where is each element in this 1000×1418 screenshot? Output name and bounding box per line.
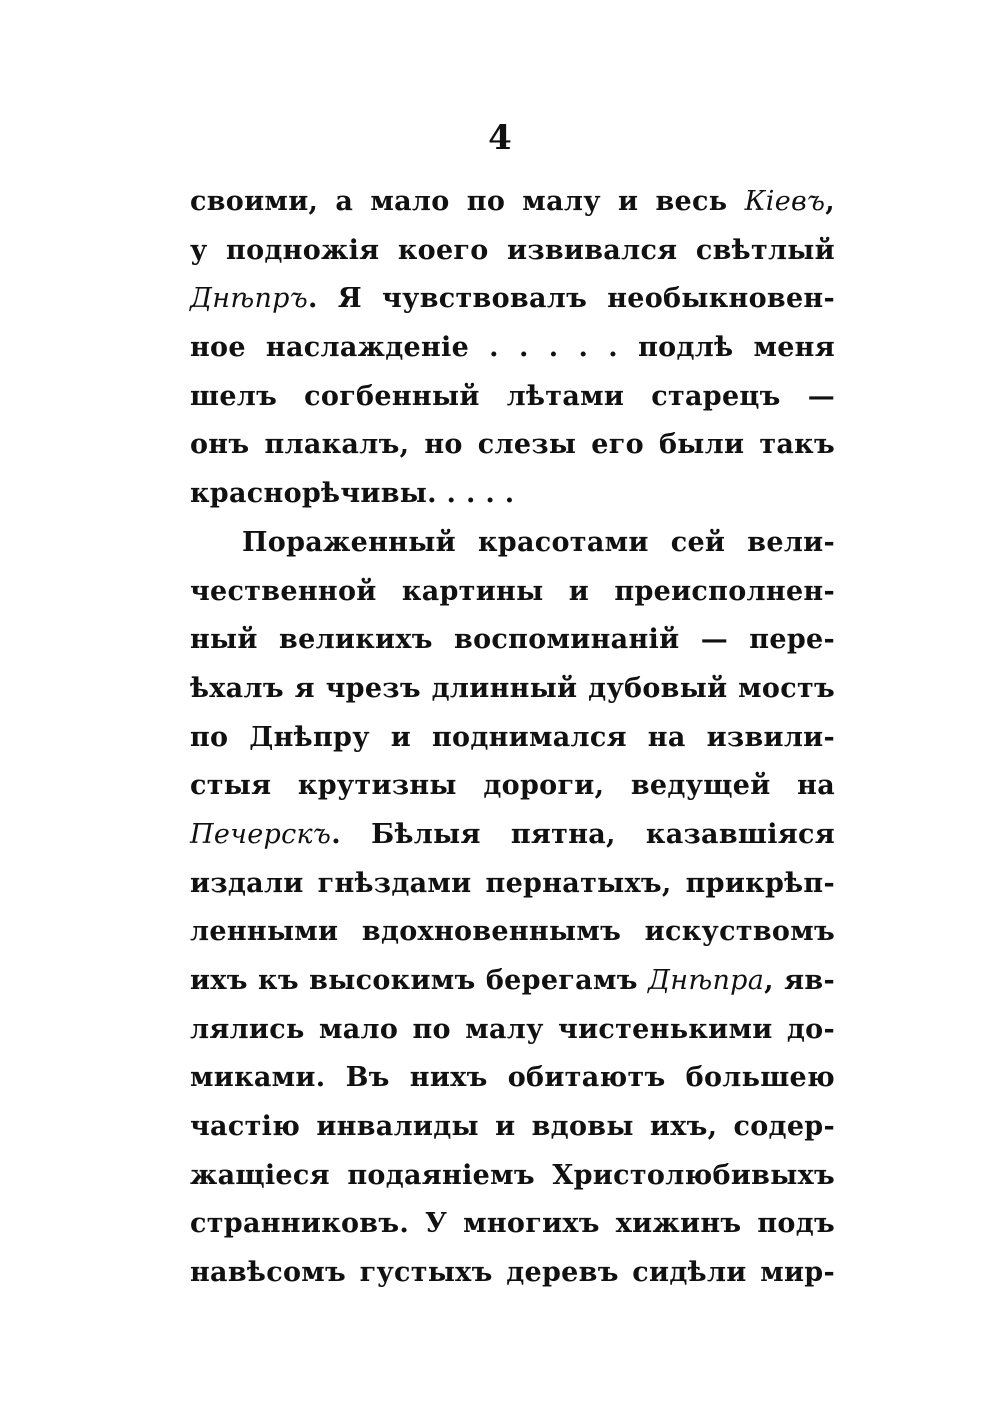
text-segment: стыя крутизны дороги, ведущей на — [190, 770, 835, 802]
text-line — [190, 324, 835, 373]
text-line — [190, 1103, 835, 1152]
text-line — [190, 860, 835, 909]
text-segment: ленными вдохновеннымъ искуствомъ — [190, 916, 835, 948]
text-line — [190, 519, 835, 568]
text-line — [190, 1200, 835, 1249]
text-segment: навѣсомъ густыхъ деревъ сидѣли мир- — [190, 1257, 835, 1289]
text-segment: ихъ къ высокимъ берегамъ — [190, 965, 649, 996]
text-line — [190, 421, 835, 470]
text-line — [190, 1152, 835, 1201]
text-segment: чественной картины и преисполнен- — [190, 575, 835, 607]
text-segment: шелъ согбенный лѣтами старецъ — — [190, 380, 835, 412]
italic-proper-noun: Печерскъ — [190, 818, 332, 850]
text-line — [190, 1006, 835, 1055]
text-line — [190, 811, 835, 860]
text-segment: . Бѣлыя пятна, казавшіяся — [331, 818, 835, 850]
text-segment: жащіеся подаяніемъ Христолюбивыхъ — [190, 1159, 835, 1191]
text-segment: частію инвалиды и вдовы ихъ, содер- — [190, 1111, 835, 1143]
text-line — [190, 714, 835, 763]
text-line — [190, 1054, 835, 1103]
text-segment: издали гнѣздами пернатыхъ, прикрѣп- — [190, 867, 835, 899]
text-segment: ное наслажденіе . . . . . подлѣ меня — [190, 332, 835, 364]
italic-proper-noun: Днѣпръ — [190, 283, 309, 315]
text-segment: онъ плакалъ, но слезы его были такъ — [190, 429, 835, 461]
text-line — [190, 178, 835, 227]
text-line — [190, 908, 835, 957]
text-line — [190, 616, 835, 665]
text-segment: у подножія коего извивался свѣтлый — [190, 234, 835, 266]
text-line — [190, 1249, 835, 1298]
text-segment: своими, а мало по малу и весь — [190, 186, 745, 217]
body-text — [190, 178, 835, 1298]
text-line — [190, 957, 835, 1006]
text-segment: , — [825, 186, 835, 217]
italic-proper-noun: Кіевъ — [744, 186, 826, 217]
text-line — [190, 568, 835, 617]
text-segment: краснорѣчивы. . . . . — [190, 478, 515, 510]
text-segment: странниковъ. У многихъ хижинъ подъ — [190, 1208, 835, 1240]
page-number: 4 — [488, 118, 512, 158]
text-line — [190, 275, 835, 324]
text-segment: Пораженный красотами сей вели- — [242, 526, 835, 558]
italic-proper-noun: Днѣпра — [648, 965, 765, 996]
text-segment: , яв- — [764, 965, 836, 996]
text-segment: ѣхалъ я чрезъ длинный дубовый мостъ — [190, 672, 835, 704]
text-segment: лялись мало по малу чистенькими до- — [190, 1013, 835, 1045]
text-line — [190, 762, 835, 811]
text-line — [190, 470, 835, 519]
text-line — [190, 373, 835, 422]
text-segment: . Я чувствовалъ необыкновен- — [308, 283, 835, 315]
text-line — [190, 227, 835, 276]
text-segment: по Днѣпру и поднимался на извили- — [190, 721, 835, 753]
text-line — [190, 665, 835, 714]
text-segment: миками. Въ нихъ обитаютъ большею — [190, 1062, 835, 1094]
text-segment: ный великихъ воспоминаній — пере- — [190, 624, 835, 656]
